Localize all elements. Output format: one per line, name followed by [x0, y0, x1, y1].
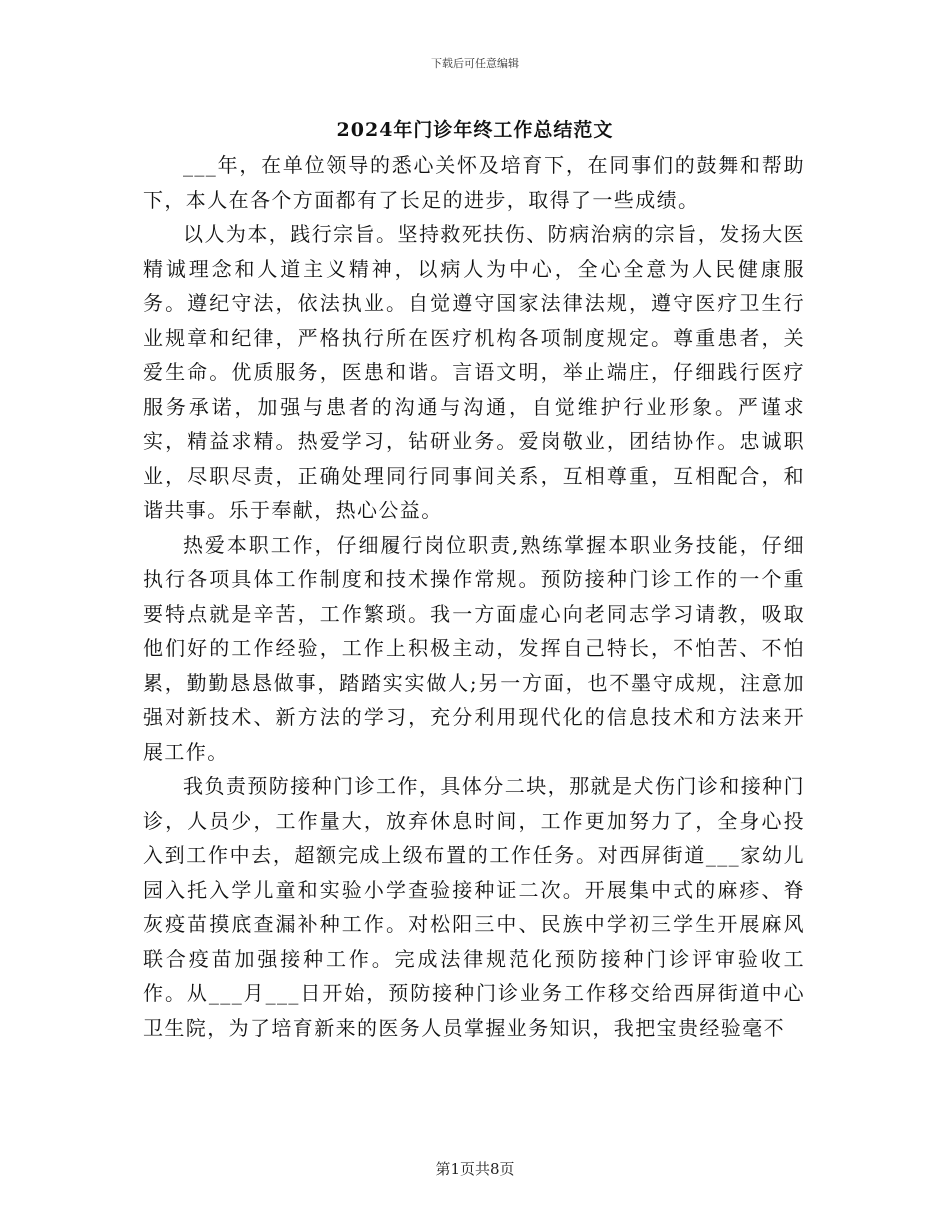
page-footer: 第1页共8页	[435, 1160, 515, 1178]
document-title: 2024年门诊年终工作总结范文	[336, 119, 614, 141]
paragraph-3: 热爱本职工作，仔细履行岗位职责,熟练掌握本职业务技能，仔细执行各项具体工作制度和技术操作常规。预防接种门诊工作的一个重要特点就是辛苦，工作繁琐。我一方面虚心向老同志学习请教，吸取他们好的工作经验，工作上积极主动，发挥自己特长，不怕苦、不怕累，勤勤恳恳做事，踏踏实实做人;另一方面，也不墨守成规，注意加强对新技术、新方法的学习，充分利用现代化的信息技术和方法来开展工作。	[143, 532, 805, 764]
paragraph-1: ___年，在单位领导的悉心关怀及培育下，在同事们的鼓舞和帮助下，本人在各个方面都有了长足的进步，取得了一些成绩。	[143, 153, 805, 212]
header-note: 下载后可任意编辑	[431, 57, 519, 70]
paragraph-4: 我负责预防接种门诊工作，具体分二块，那就是犬伤门诊和接种门诊，人员少，工作量大，放弃休息时间，工作更加努力了，全身心投入到工作中去，超额完成上级布置的工作任务。对西屏街道___家幼儿园入托入学儿童和实验小学查验接种证二次。开展集中式的麻疹、脊灰疫苗摸底查漏补种工作。对松阳三中、民族中学初三学生开展麻风联合疫苗加强接种工作。完成法律规范化预防接种门诊评审验收工作。从___月___日开始，预防接种门诊业务工作移交给西屏街道中心卫生院，为了培育新来的医务人员掌握业务知识，我把宝贵经验毫不	[143, 774, 805, 1040]
paragraph-2: 以人为本，践行宗旨。坚持救死扶伤、防病治病的宗旨，发扬大医精诚理念和人道主义精神，以病人为中心，全心全意为人民健康服务。遵纪守法，依法执业。自觉遵守国家法律法规，遵守医疗卫生行业规章和纪律，严格执行所在医疗机构各项制度规定。尊重患者，关爱生命。优质服务，医患和谐。言语文明，举止端庄，仔细践行医疗服务承诺，加强与患者的沟通与沟通，自觉维护行业形象。严谨求实，精益求精。热爱学习，钻研业务。爱岗敬业，团结协作。忠诚职业，尽职尽责，正确处理同行同事间关系，互相尊重，互相配合，和谐共事。乐于奉献，热心公益。	[143, 222, 805, 522]
document-body	[143, 148, 805, 1045]
